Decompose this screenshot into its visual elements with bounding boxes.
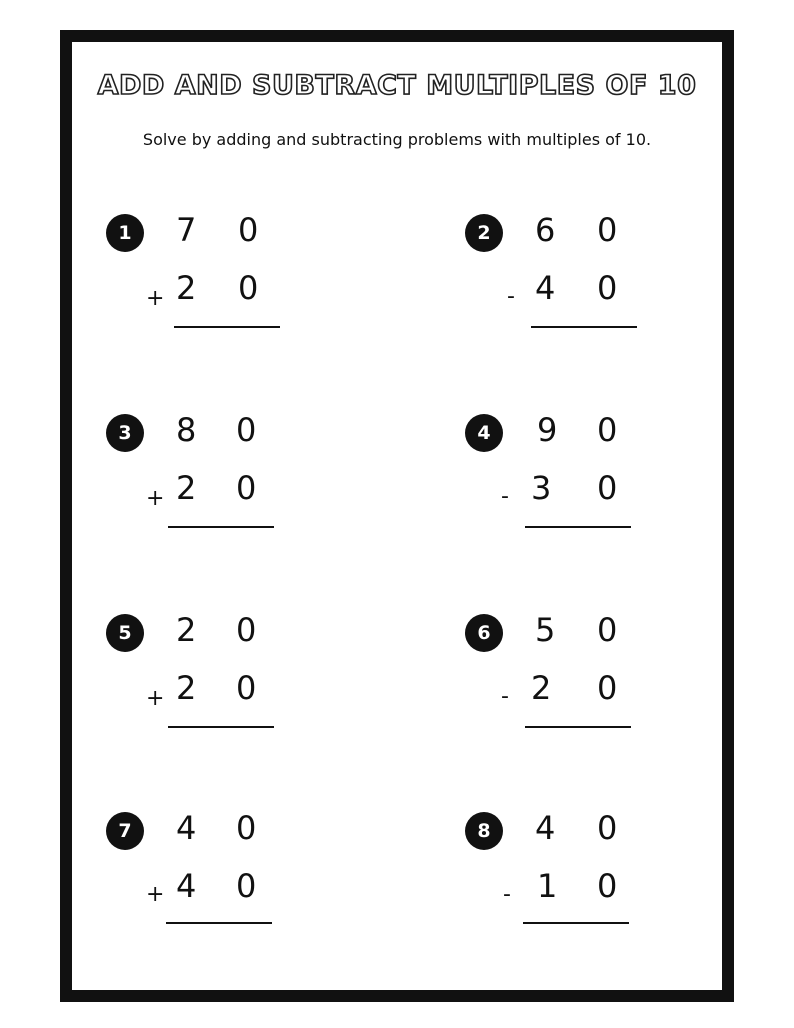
bottom-ones-digit: 0 [238, 269, 259, 307]
top-ones-digit: 0 [597, 809, 618, 847]
operator-sign: - [501, 684, 509, 709]
bottom-tens-digit: 2 [176, 269, 197, 307]
problem-number-badge: 2 [465, 214, 503, 252]
operator-sign: - [501, 484, 509, 509]
bottom-tens-digit: 3 [531, 469, 552, 507]
top-tens-digit: 6 [535, 211, 556, 249]
operator-sign: + [146, 286, 165, 311]
bottom-ones-digit: 0 [236, 669, 257, 707]
bottom-ones-digit: 0 [597, 469, 618, 507]
problem-number-badge: 1 [106, 214, 144, 252]
problem-7 [106, 804, 306, 934]
operator-sign: - [503, 882, 511, 907]
top-ones-digit: 0 [236, 809, 257, 847]
answer-line [531, 326, 637, 328]
worksheet-title: ADD AND SUBTRACT MULTIPLES OF 10 [97, 70, 697, 101]
worksheet-instructions: Solve by adding and subtracting problems with multiples of 10. [142, 130, 652, 149]
bottom-ones-digit: 0 [236, 867, 257, 905]
top-ones-digit: 0 [597, 211, 618, 249]
top-tens-digit: 9 [537, 411, 558, 449]
top-ones-digit: 0 [236, 411, 257, 449]
bottom-ones-digit: 0 [597, 669, 618, 707]
problem-2 [465, 206, 665, 336]
bottom-tens-digit: 2 [531, 669, 552, 707]
problem-5 [106, 606, 306, 736]
answer-line [523, 922, 629, 924]
operator-sign: + [146, 882, 165, 907]
problem-number-badge: 8 [465, 812, 503, 850]
top-tens-digit: 2 [176, 611, 197, 649]
bottom-tens-digit: 2 [176, 469, 197, 507]
bottom-tens-digit: 4 [535, 269, 556, 307]
problem-6 [465, 606, 665, 736]
bottom-tens-digit: 1 [537, 867, 558, 905]
problem-4 [465, 406, 665, 536]
operator-sign: - [507, 284, 515, 309]
top-tens-digit: 8 [176, 411, 197, 449]
answer-line [174, 326, 280, 328]
top-tens-digit: 4 [535, 809, 556, 847]
top-tens-digit: 5 [535, 611, 556, 649]
top-ones-digit: 0 [597, 411, 618, 449]
bottom-ones-digit: 0 [597, 269, 618, 307]
operator-sign: + [146, 686, 165, 711]
top-tens-digit: 4 [176, 809, 197, 847]
answer-line [166, 922, 272, 924]
problem-number-badge: 4 [465, 414, 503, 452]
bottom-tens-digit: 2 [176, 669, 197, 707]
bottom-ones-digit: 0 [236, 469, 257, 507]
answer-line [525, 726, 631, 728]
problem-8 [465, 804, 665, 934]
problem-number-badge: 5 [106, 614, 144, 652]
top-ones-digit: 0 [597, 611, 618, 649]
top-ones-digit: 0 [238, 211, 259, 249]
answer-line [525, 526, 631, 528]
worksheet-page [60, 30, 734, 1002]
problem-number-badge: 7 [106, 812, 144, 850]
answer-line [168, 726, 274, 728]
problem-1 [106, 206, 306, 336]
problem-number-badge: 6 [465, 614, 503, 652]
top-ones-digit: 0 [236, 611, 257, 649]
operator-sign: + [146, 486, 165, 511]
problem-number-badge: 3 [106, 414, 144, 452]
answer-line [168, 526, 274, 528]
problem-3 [106, 406, 306, 536]
bottom-ones-digit: 0 [597, 867, 618, 905]
top-tens-digit: 7 [176, 211, 197, 249]
bottom-tens-digit: 4 [176, 867, 197, 905]
